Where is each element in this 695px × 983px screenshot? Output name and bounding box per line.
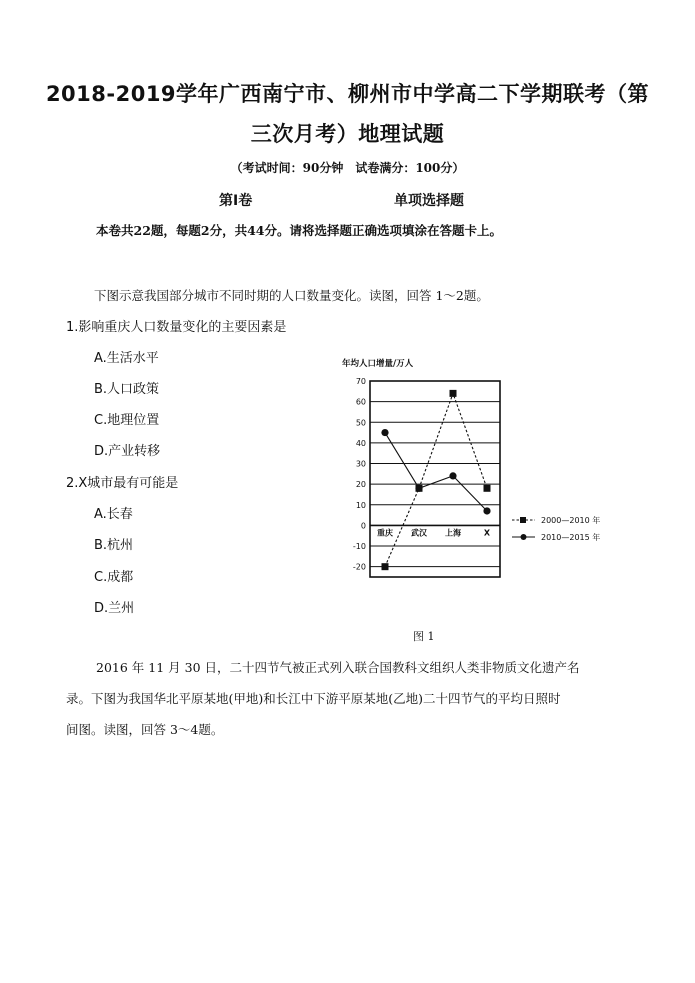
legend-label-1: 2010—2015 年 (541, 533, 601, 542)
y-tick-label-6: 40 (355, 438, 366, 448)
category-label-3: X (483, 528, 491, 538)
question-2-option-a: A.长春 (94, 507, 133, 522)
section-volume: 第Ⅰ卷 (219, 193, 253, 209)
chart-legend (512, 515, 600, 542)
exam-info: （考试时间：90分钟 试卷满分：100分） (230, 161, 465, 175)
y-tick-label-7: 50 (355, 418, 366, 428)
intro-paragraph-2-line-2: 录。下图为我国华北平原某地(甲地)和长江中下游平原某地(乙地)二十四节气的平均日照时 (66, 691, 561, 706)
question-2-stem: 2.X城市最有可能是 (66, 476, 179, 491)
question-1-stem: 1.影响重庆人口数量变化的主要因素是 (66, 320, 287, 335)
series-1-point-2 (449, 472, 456, 479)
legend-label-0: 2000—2010 年 (541, 516, 601, 525)
series-0-point-2 (450, 390, 457, 397)
chart-axes (370, 381, 500, 577)
y-tick-label-9: 70 (355, 377, 366, 386)
y-tick-label-0: -20 (352, 562, 366, 572)
question-2-option-c: C.成都 (94, 570, 134, 585)
y-tick-label-5: 30 (355, 459, 366, 469)
population-change-chart (330, 352, 620, 592)
series-1-point-1 (415, 485, 422, 492)
question-2-option-d: D.兰州 (94, 601, 135, 616)
question-1-option-b: B.人口政策 (94, 382, 160, 397)
series-0-point-3 (484, 485, 491, 492)
y-tick-label-2: 0 (360, 521, 366, 531)
intro-paragraph-2-line-3: 间图。读图，回答 3～4题。 (66, 722, 224, 737)
chart-y-axis-label: 年均人口增量/万人 (342, 359, 414, 369)
figure-caption: 图 1 (413, 630, 435, 643)
question-2-option-b: B.杭州 (94, 538, 134, 553)
chart-series (381, 390, 490, 570)
intro-paragraph-2-line-1: 2016 年 11 月 30 日，二十四节气被正式列入联合国教科文组织人类非物质文化遗产名 (96, 660, 580, 675)
title-line-1: 2018-2019学年广西南宁市、柳州市中学高二下学期联考（第 (45, 82, 650, 106)
category-label-2: 上海 (445, 528, 461, 538)
section-type: 单项选择题 (394, 193, 464, 209)
intro-paragraph-1: 下图示意我国部分城市不同时期的人口数量变化。读图，回答 1～2题。 (94, 288, 489, 303)
section-instruction: 本卷共22题，每题2分，共44分。请将选择题正确选项填涂在答题卡上。 (96, 223, 502, 238)
question-1-option-d: D.产业转移 (94, 444, 161, 459)
question-1-option-c: C.地理位置 (94, 413, 160, 428)
chart-categories (377, 527, 491, 537)
series-0-point-0 (382, 563, 389, 570)
chart-y-ticks (353, 377, 366, 572)
chart-frame (370, 381, 500, 577)
question-1-option-a: A.生活水平 (94, 351, 159, 366)
category-label-0: 重庆 (377, 528, 393, 538)
y-tick-label-3: 10 (355, 500, 366, 510)
series-1-point-0 (381, 429, 388, 436)
y-tick-label-8: 60 (355, 397, 366, 407)
y-tick-label-1: -10 (352, 542, 366, 552)
series-line-0 (385, 393, 487, 566)
chart-grid (370, 402, 500, 567)
legend-marker-0 (520, 517, 526, 523)
series-1-point-3 (483, 507, 490, 514)
category-label-1: 武汉 (411, 528, 427, 538)
legend-marker-1 (521, 534, 527, 540)
title-line-2: 三次月考）地理试题 (250, 122, 445, 146)
y-tick-label-4: 20 (355, 480, 366, 490)
